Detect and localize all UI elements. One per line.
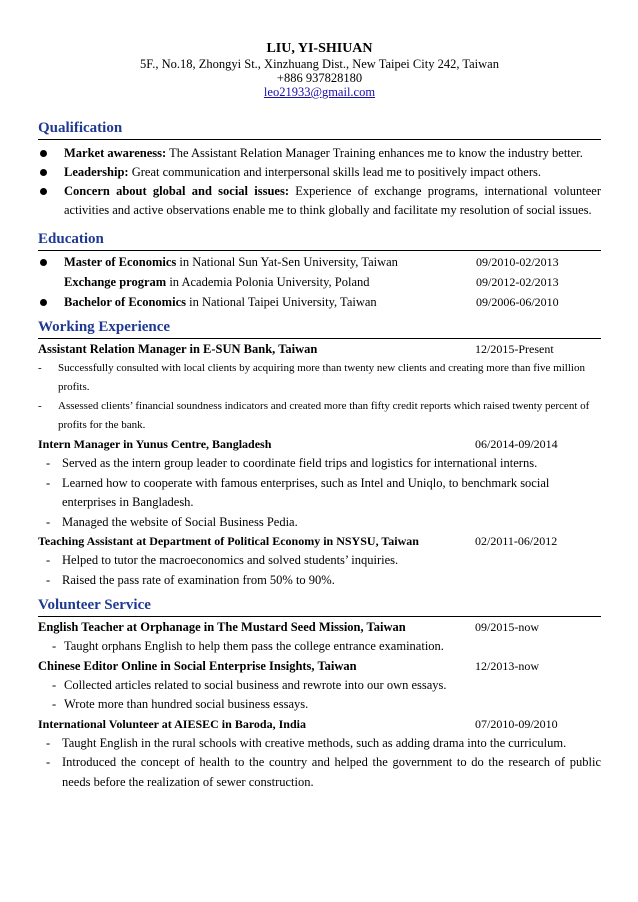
- section-title-qualification: Qualification: [38, 119, 601, 140]
- degree: Exchange program: [64, 275, 167, 289]
- dash-icon: -: [46, 553, 51, 567]
- dash-icon: -: [52, 677, 57, 692]
- education-item: [38, 252, 601, 272]
- qualification-label: Market awareness:: [64, 146, 167, 160]
- bullet-text: Successfully consulted with local clients by acquiring more than twenty new clients and creating more than five million profits.: [58, 362, 585, 393]
- bullet-text: Served as the intern group leader to coordinate field trips and logistics for international interns.: [62, 456, 538, 470]
- qualification-label: Leadership:: [64, 165, 129, 179]
- job-bullet: [38, 359, 601, 397]
- volunteer-bullet: [38, 695, 601, 715]
- job-bullet: [38, 397, 601, 435]
- education-date: 09/2006-06/2010: [476, 295, 559, 309]
- job-bullet: [38, 571, 601, 591]
- volunteer-header: [38, 715, 601, 734]
- volunteer-bullet: [38, 637, 601, 657]
- qualification-label: Concern about global and social issues:: [64, 184, 290, 198]
- dash-icon: -: [52, 639, 57, 653]
- qualification-text: Great communication and interpersonal skills lead me to positively impact others.: [128, 165, 541, 179]
- dash-icon: -: [46, 456, 51, 470]
- dash-icon: -: [38, 400, 42, 412]
- education-item: [38, 272, 601, 292]
- bullet-text: Raised the pass rate of examination from 50% to 90%.: [62, 572, 335, 587]
- volunteer-date: 07/2010-09/2010: [475, 716, 558, 731]
- job-date: 06/2014-09/2014: [475, 437, 558, 451]
- bullet-text: Helped to tutor the macroeconomics and solved students’ inquiries.: [62, 553, 399, 567]
- bullet-text: Learned how to cooperate with famous enterprises, such as Intel and Uniqlo, to benchmark social enterprises in Bangladesh.: [62, 475, 550, 509]
- volunteer-bullet: [38, 676, 601, 696]
- job-title: Teaching Assistant at Department of Political Economy in NSYSU, Taiwan: [38, 534, 419, 548]
- job-date: 02/2011-06/2012: [475, 534, 558, 548]
- job-bullet: [38, 454, 601, 474]
- volunteer-title: International Volunteer at AIESEC in Baroda, India: [38, 716, 306, 731]
- dash-icon: -: [46, 514, 51, 529]
- job-header: [38, 340, 601, 359]
- volunteer-date: 09/2015-now: [475, 620, 539, 634]
- email-link[interactable]: leo21933@gmail.com: [263, 85, 376, 99]
- dash-icon: -: [46, 735, 51, 750]
- volunteer-bullet: [38, 753, 601, 792]
- bullet-text: Assessed clients’ financial soundness indicators and created more than fifty credit reports which raised twenty percent of profits for the bank.: [58, 400, 590, 431]
- bullet-icon: [40, 259, 47, 266]
- job-bullet: [38, 474, 601, 513]
- job-bullet: [38, 513, 601, 533]
- job-title: Assistant Relation Manager in E-SUN Bank, Taiwan: [38, 342, 318, 356]
- bullet-text: Taught orphans English to help them pass the college entrance examination.: [64, 639, 444, 653]
- job-title: Intern Manager in Yunus Centre, Bangladesh: [38, 437, 272, 451]
- qualification-item: [38, 163, 601, 182]
- bullet-icon: [40, 188, 47, 195]
- dash-icon: -: [46, 475, 51, 490]
- bullet-text: Taught English in the rural schools with creative methods, such as adding drama into the curriculum.: [62, 735, 567, 750]
- dash-icon: -: [38, 362, 42, 374]
- degree: Master of Economics: [64, 255, 177, 269]
- bullet-icon: [40, 169, 47, 176]
- bullet-text: Wrote more than hundred social business essays.: [64, 697, 309, 711]
- school: in National Sun Yat-Sen University, Taiwan: [176, 255, 398, 269]
- qualification-item: [38, 144, 601, 163]
- section-title-education: Education: [38, 230, 601, 251]
- section-title-volunteer-service: Volunteer Service: [38, 596, 601, 617]
- degree: Bachelor of Economics: [64, 295, 186, 309]
- candidate-name: LIU, YI-SHIUAN: [266, 41, 373, 56]
- job-bullet: [38, 551, 601, 571]
- school: in Academia Polonia University, Poland: [166, 275, 370, 289]
- bullet-icon: [40, 150, 47, 157]
- qualification-text: Experience of exchange programs, international volunteer activities and active observations enable me to think globally and facilitate my resolution of social issues.: [64, 184, 602, 217]
- job-date: 12/2015-Present: [475, 342, 554, 356]
- qualification-text: The Assistant Relation Manager Training enhances me to know the industry better.: [166, 146, 583, 160]
- bullet-text: Introduced the concept of health to the country and helped the government to do the research of public needs before the realization of sewer construction.: [62, 755, 601, 789]
- job-header: [38, 435, 601, 454]
- bullet-text: Collected articles related to social business and rewrote into our own essays.: [64, 677, 447, 692]
- qualification-item: [38, 182, 601, 220]
- bullet-icon: [40, 299, 47, 306]
- volunteer-date: 12/2013-now: [475, 658, 539, 673]
- volunteer-title: English Teacher at Orphanage in The Mustard Seed Mission, Taiwan: [38, 620, 406, 634]
- resume-page: [38, 38, 601, 792]
- education-date: 09/2012-02/2013: [476, 275, 559, 289]
- volunteer-header: [38, 657, 601, 676]
- section-title-working-experience: Working Experience: [38, 318, 601, 339]
- job-header: [38, 532, 601, 551]
- dash-icon: -: [46, 572, 51, 587]
- resume-header: [38, 40, 601, 99]
- education-item: [38, 292, 601, 312]
- address: 5F., No.18, Zhongyi St., Xinzhuang Dist., New Taipei City 242, Taiwan: [140, 57, 499, 71]
- dash-icon: -: [46, 755, 51, 769]
- school: in National Taipei University, Taiwan: [185, 295, 377, 309]
- bullet-text: Managed the website of Social Business Pedia.: [62, 514, 298, 529]
- education-date: 09/2010-02/2013: [476, 255, 559, 269]
- dash-icon: -: [52, 697, 57, 711]
- volunteer-title: Chinese Editor Online in Social Enterprise Insights, Taiwan: [38, 658, 357, 673]
- phone-number: +886 937828180: [276, 71, 363, 85]
- volunteer-header: [38, 618, 601, 637]
- volunteer-bullet: [38, 734, 601, 754]
